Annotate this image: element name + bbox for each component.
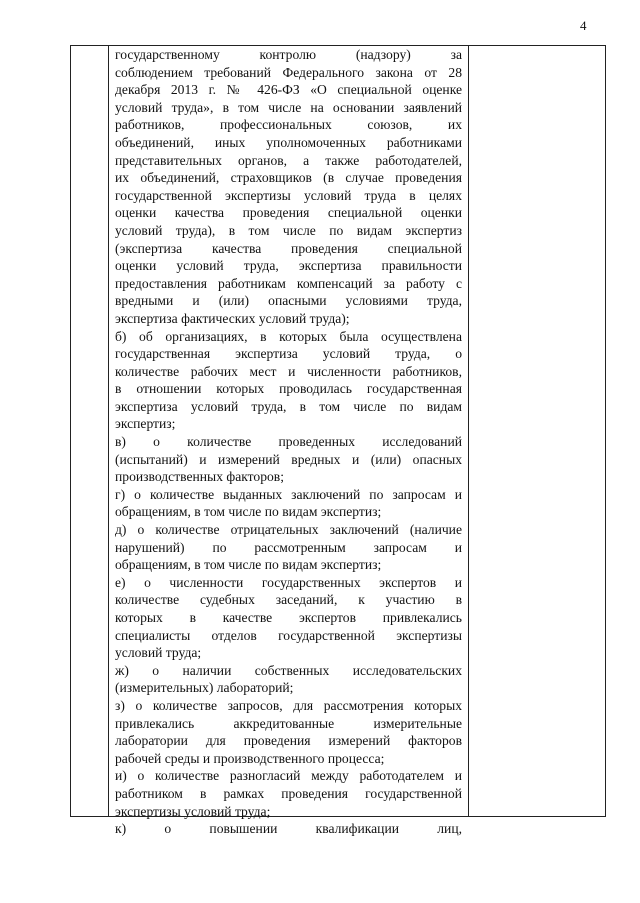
text-line: специалисты отделов государственной экспертизы (115, 627, 462, 643)
text-line: объединений, иных уполномоченных работниками (115, 134, 462, 150)
text-line: их объединений, страховщиков (в случае проведения (115, 170, 462, 186)
page-number: 4 (580, 18, 587, 33)
text-line: б) об организациях, в которых была осуществлена (115, 328, 462, 344)
text-line: представительных органов, а также работодателей, (115, 152, 462, 168)
text-line: экспертиза фактических условий труда); (115, 310, 350, 326)
text-line: соблюдением требований Федерального закона от 28 (115, 64, 462, 80)
text-line: г) о количестве выданных заключений по запросам и (115, 486, 462, 502)
text-line: количестве рабочих мест и численности работников, (115, 363, 462, 379)
text-line: оценки качества проведения специальной оценки (115, 205, 462, 221)
text-line: з) о количестве запросов, для рассмотрения которых (115, 697, 462, 713)
text-line: в) о количестве проведенных исследований (115, 434, 462, 450)
text-line: государственному контролю (надзору) за (115, 47, 462, 62)
text-line: и) о количестве разногласий между работодателем и (115, 768, 462, 784)
text-line: рабочей среды и производственного процесса; (115, 750, 385, 766)
text-line: е) о численности государственных экспертов и (115, 574, 462, 590)
text-line: работником в рамках проведения государственной (115, 785, 462, 801)
text-line: вредными и (или) опасными условиями труда, (115, 293, 462, 309)
text-line: государственной экспертизы условий труда в целях (115, 187, 462, 203)
text-line: работников, профессиональных союзов, их (115, 117, 462, 133)
text-line: ж) о наличии собственных исследовательских (115, 662, 462, 678)
text-line: в отношении которых проводилась государственная (115, 381, 462, 397)
text-line: условий труда», в том числе на основании заявлений (115, 99, 462, 115)
text-line: (испытаний) и измерений вредных и (или) опасных (115, 451, 462, 467)
text-line: оценки условий труда, экспертиза правильности (115, 258, 462, 274)
column-divider-left (108, 46, 109, 816)
text-line: обращениям, в том числе по видам экспертиз; (115, 504, 382, 520)
text-line: государственная экспертиза условий труда, о (115, 346, 462, 362)
text-line: экспертиза условий труда, в том числе по видам (115, 398, 462, 414)
text-line: обращениям, в том числе по видам экспертиз; (115, 557, 382, 573)
text-line: производственных факторов; (115, 469, 284, 485)
text-line: количестве судебных заседаний, к участию в (115, 592, 462, 608)
text-line: нарушений) по рассмотренным запросам и (115, 539, 462, 555)
text-line: привлекались аккредитованные измерительные (115, 715, 462, 731)
document-table (70, 45, 606, 837)
table-cell-text (115, 46, 462, 838)
column-divider-right (468, 46, 469, 816)
text-line: (измерительных) лабораторий; (115, 680, 294, 696)
text-line: которых в качестве экспертов привлекались (115, 610, 462, 625)
text-line: предоставления работникам компенсаций за работу с (115, 275, 462, 291)
text-line: (экспертиза качества проведения специальной (115, 240, 462, 256)
text-line: экспертизы условий труда; (115, 803, 271, 819)
text-line: декабря 2013 г. № 426-ФЗ «О специальной оценке (115, 82, 462, 98)
text-line: экспертиз; (115, 416, 176, 432)
text-line: к) о повышении квалификации лиц, (115, 821, 462, 837)
text-line: условий труда; (115, 645, 202, 661)
text-line: лаборатории для проведения измерений факторов (115, 733, 462, 749)
text-line: условий труда), в том числе по видам экспертиз (115, 222, 462, 238)
text-line: д) о количестве отрицательных заключений (наличие (115, 522, 462, 538)
